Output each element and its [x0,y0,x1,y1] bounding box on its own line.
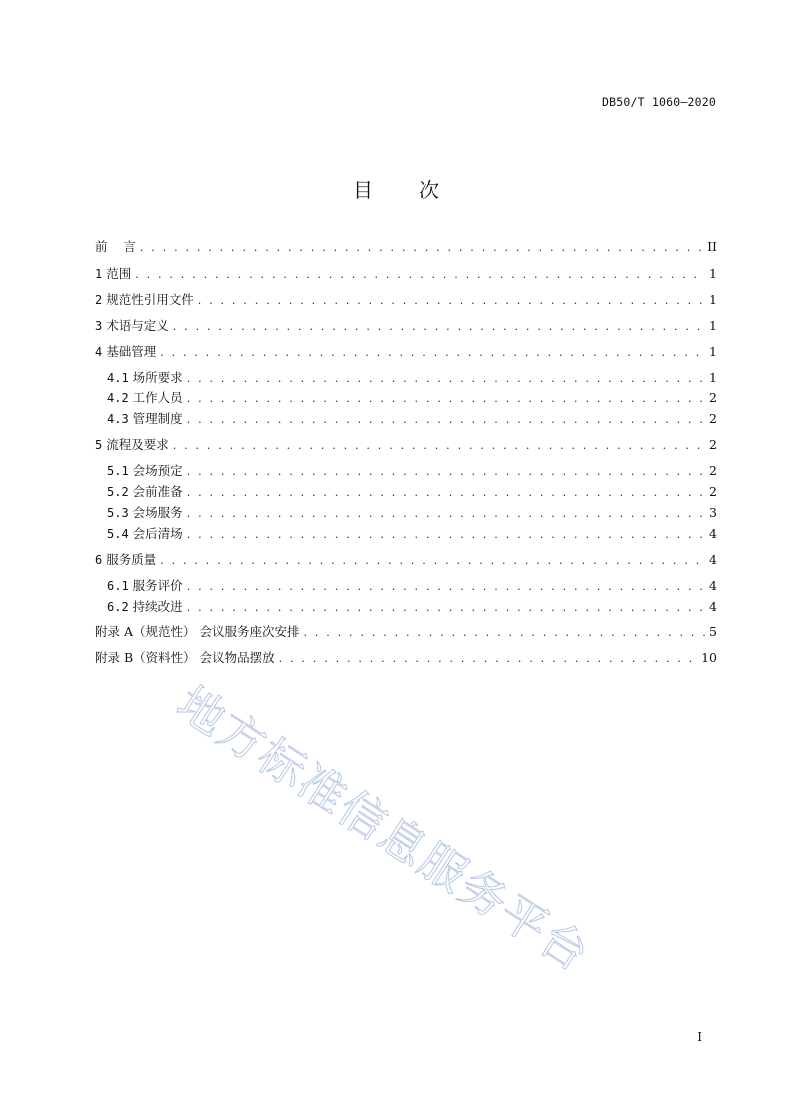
toc-entry-page: 10 [701,650,717,665]
document-code: DB50/T 1060—2020 [602,95,716,109]
toc-leader-dots [187,484,705,502]
toc-entry-number: 4 [95,345,103,359]
toc-entry-text: 工作人员 [132,390,183,405]
toc-entry-label [107,525,183,543]
toc-entry-page: 2 [709,390,717,405]
toc-entry-label [95,436,169,454]
toc-leader-dots [187,599,705,617]
toc-leader-dots [198,292,705,310]
toc-entry-page: 1 [709,292,717,307]
toc-entry-text: 流程及要求 [106,437,169,452]
toc-entry[interactable] [95,291,717,309]
toc-entry-page: 1 [709,370,717,385]
toc-entry[interactable] [107,504,717,522]
toc-leader-dots [160,344,705,362]
toc-entry-label [95,649,275,667]
toc-entry[interactable] [95,238,717,256]
toc-entry-text: 服务质量 [106,552,157,567]
toc-entry-number: 5 [95,438,103,452]
toc-entry[interactable] [107,389,717,407]
toc-entry-label [95,343,156,361]
toc-leader-dots [173,437,705,455]
page-number: I [697,1030,702,1044]
toc-entry-text: 会前准备 [132,484,183,499]
toc-entry-label [95,551,156,569]
toc-entry-page: 4 [709,552,717,567]
toc-entry[interactable] [107,369,717,387]
toc-entry-label [107,504,183,522]
toc-entry-text: 场所要求 [132,370,183,385]
toc-leader-dots [187,526,705,544]
toc-entry[interactable] [95,551,717,569]
toc-entry-label [95,291,194,309]
toc-leader-dots [303,624,705,642]
toc-entry-text: 规范性引用文件 [106,292,194,307]
toc-entry-number: 4.1 [107,371,129,385]
toc-leader-dots [140,239,703,257]
toc-entry-text: 管理制度 [132,411,183,426]
toc-leader-dots [187,411,705,429]
toc-leader-dots [187,505,705,523]
toc-entry-text: 持续改进 [132,599,183,614]
toc-entry-page: 1 [709,266,717,281]
toc-leader-dots [279,650,697,668]
toc-entry-page: 3 [709,505,717,520]
toc-entry-text: 术语与定义 [106,318,169,333]
toc-entry-label [107,577,183,595]
toc-entry-page: 1 [709,344,717,359]
watermark: 地方标准信息服务平台 [167,675,600,983]
toc-entry-label [107,462,183,480]
toc-entry[interactable] [95,649,717,667]
toc-entry-label [107,369,183,387]
toc-entry-text: 范围 [106,266,132,281]
toc-entry-number: 5.3 [107,506,129,520]
toc-entry[interactable] [95,436,717,454]
toc-entry-text: 附录 B（资料性） 会议物品摆放 [95,650,275,665]
toc-entry-number: 6.2 [107,600,129,614]
toc-leader-dots [187,370,705,388]
toc-entry[interactable] [95,265,717,283]
toc-entry-text: 会场服务 [132,505,183,520]
toc-entry-text: 附录 A（规范性） 会议服务座次安排 [95,624,300,639]
toc-entry-page: II [707,239,717,254]
toc-entry-number: 5.4 [107,527,129,541]
toc-entry-text: 基础管理 [106,344,157,359]
toc-entry-text: 会后清场 [132,526,183,541]
toc-entry-page: 4 [709,526,717,541]
toc-entry-number: 4.3 [107,412,129,426]
toc-entry-number: 2 [95,293,103,307]
toc-entry-page: 2 [709,411,717,426]
toc-entry[interactable] [107,483,717,501]
toc-entry-text: 服务评价 [132,578,183,593]
toc-entry-page: 2 [709,463,717,478]
toc-entry-number: 1 [95,267,103,281]
toc-leader-dots [135,266,705,284]
toc-entry-text: 会场预定 [132,463,183,478]
toc-entry[interactable] [95,317,717,335]
toc-entry-page: 1 [709,318,717,333]
toc-entry-text: 前 言 [95,239,136,254]
toc-entry-number: 6.1 [107,579,129,593]
toc-entry-label [95,623,299,641]
toc-entry-number: 6 [95,553,103,567]
toc-leader-dots [160,552,705,570]
toc-entry[interactable] [107,525,717,543]
toc-entry-label [107,483,183,501]
toc-leader-dots [187,390,705,408]
page-title: 目次 [353,178,485,202]
toc-entry-page: 5 [709,624,717,639]
toc-entry-label [95,238,136,256]
toc-entry-label [107,410,183,428]
toc-entry-page: 2 [709,437,717,452]
toc-entry-label [95,317,169,335]
toc-entry[interactable] [95,623,717,641]
toc-entry-label [95,265,131,283]
toc-entry-page: 4 [709,599,717,614]
toc-entry-page: 4 [709,578,717,593]
toc-entry-number: 4.2 [107,391,129,405]
toc-entry[interactable] [107,462,717,480]
toc-entry-number: 5.1 [107,464,129,478]
toc-leader-dots [187,463,705,481]
toc-entry[interactable] [107,410,717,428]
toc-entry[interactable] [107,577,717,595]
toc-entry-label [107,389,183,407]
toc-entry-label [107,598,183,616]
toc-entry[interactable] [107,598,717,616]
toc-leader-dots [173,318,705,336]
toc-entry-number: 3 [95,319,103,333]
toc-leader-dots [187,578,705,596]
toc-entry-number: 5.2 [107,485,129,499]
toc-entry-page: 2 [709,484,717,499]
toc-entry[interactable] [95,343,717,361]
